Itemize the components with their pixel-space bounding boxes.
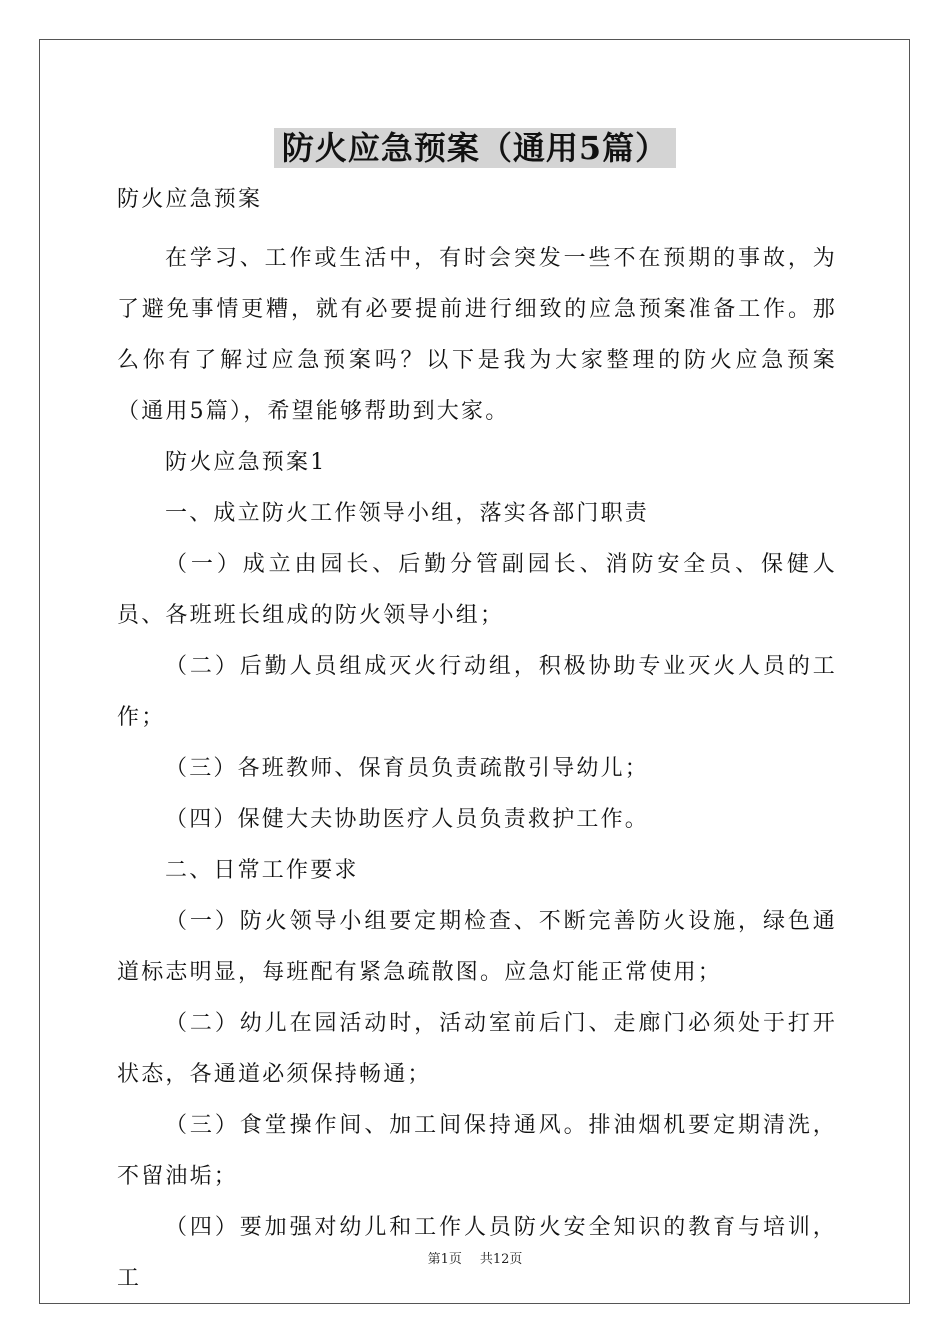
list-item: （一）成立由园长、后勤分管副园长、消防安全员、保健人员、各班班长组成的防火领导小组； — [117, 552, 837, 628]
item-heading: 二、日常工作要求 — [165, 858, 359, 883]
page-number: 第1页 — [427, 1252, 462, 1267]
total-pages: 共12页 — [479, 1252, 523, 1267]
title-container — [0, 128, 950, 168]
subsection-heading: 防火应急预案1 — [165, 450, 327, 475]
item-heading: 一、成立防火工作领导小组，落实各部门职责 — [165, 501, 650, 526]
document-body — [117, 180, 837, 1304]
intro-paragraph: 在学习、工作或生活中，有时会突发一些不在预期的事故，为了避免事情更糟，就有必要提前进行细致的应急预案准备工作。那么你有了解过应急预案吗？以下是我为大家整理的防火应急预案（通用5篇），希望能够帮助到大家。 — [117, 246, 837, 424]
list-item: （四）保健大夫协助医疗人员负责救护工作。 — [165, 807, 650, 832]
section-heading: 防火应急预案 — [117, 187, 263, 212]
page-footer — [0, 1248, 950, 1267]
list-item: （四）要加强对幼儿和工作人员防火安全知识的教育与培训，工 — [117, 1215, 837, 1291]
list-item: （二）后勤人员组成灭火行动组，积极协助专业灭火人员的工作； — [117, 654, 837, 730]
list-item: （二）幼儿在园活动时，活动室前后门、走廊门必须处于打开状态，各通道必须保持畅通； — [117, 1011, 837, 1087]
list-item: （三）食堂操作间、加工间保持通风。排油烟机要定期清洗，不留油垢； — [117, 1113, 837, 1189]
list-item: （三）各班教师、保育员负责疏散引导幼儿； — [165, 756, 650, 781]
document-title: 防火应急预案（通用5篇） — [274, 128, 676, 168]
list-item: （一）防火领导小组要定期检查、不断完善防火设施，绿色通道标志明显，每班配有紧急疏散图。应急灯能正常使用； — [117, 909, 837, 985]
